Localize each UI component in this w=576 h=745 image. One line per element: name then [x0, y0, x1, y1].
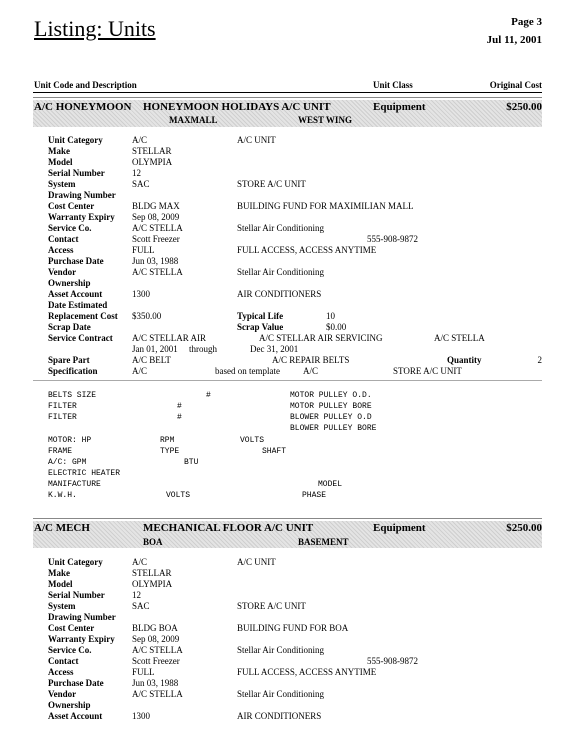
spec-manifacture: MANIFACTURE [48, 480, 101, 489]
spec-ac-gpm: A/C: GPM [48, 458, 87, 467]
value-vendor-desc: Stellar Air Conditioning [237, 689, 324, 699]
spec-shaft: SHAFT [262, 447, 287, 456]
column-header-code: Unit Code and Description [34, 80, 137, 90]
label-vendor: Vendor [48, 267, 77, 277]
value-cost-center: BLDG MAX [132, 201, 180, 211]
label-purchase-date: Purchase Date [48, 256, 104, 266]
label-serial-number: Serial Number [48, 168, 105, 178]
column-header-class: Unit Class [373, 80, 413, 90]
spec-filter: FILTER [48, 402, 77, 411]
spec-type: TYPE [160, 447, 180, 456]
label-cost-center: Cost Center [48, 201, 95, 211]
label-access: Access [48, 667, 74, 677]
unit-sublocation: WEST WING [298, 115, 352, 125]
label-date-estimated: Date Estimated [48, 300, 108, 310]
value-service-contract-co: A/C STELLA [434, 333, 485, 343]
unit-sublocation: BASEMENT [298, 537, 349, 547]
value-service-contract: A/C STELLAR AIR [132, 333, 207, 343]
spec-model: MODEL [318, 480, 343, 489]
value-serial-number: 12 [132, 590, 141, 600]
label-spare-part: Spare Part [48, 355, 90, 365]
unit-location: MAXMALL [169, 115, 218, 125]
value-asset-account-desc: AIR CONDITIONERS [237, 289, 322, 299]
value-purchase-date: Jun 03, 1988 [132, 678, 179, 688]
spec-motor-hp: MOTOR: HP [48, 436, 92, 445]
value-template-desc: STORE A/C UNIT [393, 366, 462, 376]
label-ownership: Ownership [48, 700, 91, 710]
label-model: Model [48, 157, 73, 167]
page-title: Listing: Units [34, 16, 156, 41]
value-unit-category-desc: A/C UNIT [237, 557, 276, 567]
value-service-co-desc: Stellar Air Conditioning [237, 223, 324, 233]
label-access: Access [48, 245, 74, 255]
value-unit-category: A/C [132, 557, 148, 567]
value-service-co-desc: Stellar Air Conditioning [237, 645, 324, 655]
value-system-desc: STORE A/C UNIT [237, 601, 306, 611]
value-typical-life: 10 [326, 311, 335, 321]
unit-class: Equipment [373, 522, 426, 534]
spec-filter: FILTER [48, 413, 77, 422]
value-phone: 555-908-9872 [367, 234, 418, 244]
value-contact: Scott Freezer [132, 234, 180, 244]
value-template: A/C [303, 366, 319, 376]
label-service-contract: Service Contract [48, 333, 113, 343]
value-service-co: A/C STELLA [132, 645, 183, 655]
label-serial-number: Serial Number [48, 590, 105, 600]
spec-electric-heater: ELECTRIC HEATER [48, 469, 121, 478]
spec-volts: VOLTS [240, 436, 265, 445]
spec-volts: VOLTS [166, 491, 191, 500]
label-warranty-expiry: Warranty Expiry [48, 212, 115, 222]
unit-description: HONEYMOON HOLIDAYS A/C UNIT [143, 101, 331, 113]
report-date: Jul 11, 2001 [486, 34, 542, 46]
label-vendor: Vendor [48, 689, 77, 699]
value-scrap-value: $0.00 [326, 322, 347, 332]
value-contract-end: Dec 31, 2001 [250, 344, 299, 354]
value-model: OLYMPIA [132, 579, 173, 589]
spec-blower-pulley-bore: BLOWER PULLEY BORE [290, 424, 377, 433]
label-purchase-date: Purchase Date [48, 678, 104, 688]
label-drawing-number: Drawing Number [48, 190, 116, 200]
value-specification: A/C [132, 366, 148, 376]
value-contract-start: Jan 01, 2001 [132, 344, 178, 354]
label-service-co: Service Co. [48, 223, 92, 233]
label-ownership: Ownership [48, 278, 91, 288]
value-vendor-desc: Stellar Air Conditioning [237, 267, 324, 277]
label-make: Make [48, 146, 70, 156]
unit-cost: $250.00 [506, 101, 542, 113]
label-specification: Specification [48, 366, 98, 376]
label-scrap-date: Scrap Date [48, 322, 91, 332]
label-through: through [189, 344, 217, 354]
value-system: SAC [132, 179, 150, 189]
spec-divider [33, 380, 542, 381]
value-unit-category: A/C [132, 135, 148, 145]
value-make: STELLAR [132, 146, 172, 156]
label-model: Model [48, 579, 73, 589]
value-cost-center-desc: BUILDING FUND FOR BOA [237, 623, 349, 633]
label-unit-category: Unit Category [48, 557, 103, 567]
label-drawing-number: Drawing Number [48, 612, 116, 622]
value-serial-number: 12 [132, 168, 141, 178]
label-scrap-value: Scrap Value [237, 322, 284, 332]
header-rule-thin [33, 97, 542, 98]
label-based-on-template: based on template [215, 366, 280, 376]
label-contact: Contact [48, 656, 79, 666]
value-make: STELLAR [132, 568, 172, 578]
value-cost-center: BLDG BOA [132, 623, 178, 633]
label-typical-life: Typical Life [237, 311, 284, 321]
value-access-desc: FULL ACCESS, ACCESS ANYTIME [237, 667, 377, 677]
unit-cost: $250.00 [506, 522, 542, 534]
value-asset-account-desc: AIR CONDITIONERS [237, 711, 322, 721]
spec-btu: BTU [184, 458, 199, 467]
value-spare-part: A/C BELT [132, 355, 171, 365]
page-number: Page 3 [511, 16, 542, 28]
spec-phase: PHASE [302, 491, 327, 500]
value-access: FULL [132, 667, 155, 677]
value-replacement-cost: $350.00 [132, 311, 162, 321]
unit-class: Equipment [373, 101, 426, 113]
value-system-desc: STORE A/C UNIT [237, 179, 306, 189]
spec-frame: FRAME [48, 447, 73, 456]
spec-motor-pulley-bore: MOTOR PULLEY BORE [290, 402, 372, 411]
unit-code: A/C MECH [34, 522, 90, 534]
value-unit-category-desc: A/C UNIT [237, 135, 276, 145]
label-unit-category: Unit Category [48, 135, 103, 145]
value-system: SAC [132, 601, 150, 611]
label-contact: Contact [48, 234, 79, 244]
label-make: Make [48, 568, 70, 578]
value-access-desc: FULL ACCESS, ACCESS ANYTIME [237, 245, 377, 255]
spec-hash: # [177, 413, 182, 422]
value-phone: 555-908-9872 [367, 656, 418, 666]
value-access: FULL [132, 245, 155, 255]
value-asset-account: 1300 [132, 289, 150, 299]
value-service-co: A/C STELLA [132, 223, 183, 233]
value-vendor: A/C STELLA [132, 267, 183, 277]
column-header-cost: Original Cost [489, 80, 542, 90]
value-warranty-expiry: Sep 08, 2009 [132, 634, 180, 644]
label-service-co: Service Co. [48, 645, 92, 655]
label-replacement-cost: Replacement Cost [48, 311, 118, 321]
label-system: System [48, 601, 76, 611]
value-quantity: 2 [537, 355, 542, 365]
label-cost-center: Cost Center [48, 623, 95, 633]
value-model: OLYMPIA [132, 157, 173, 167]
label-quantity: Quantity [447, 355, 482, 365]
spec-rpm: RPM [160, 436, 175, 445]
unit-description: MECHANICAL FLOOR A/C UNIT [143, 522, 314, 534]
value-service-contract-desc: A/C STELLAR AIR SERVICING [259, 333, 383, 343]
spec-blower-pulley-od: BLOWER PULLEY O.D [290, 413, 372, 422]
label-asset-account: Asset Account [48, 711, 103, 721]
spec-hash: # [206, 391, 211, 400]
unit-code: A/C HONEYMOON [34, 101, 132, 113]
spec-motor-pulley-od: MOTOR PULLEY O.D. [290, 391, 372, 400]
label-asset-account: Asset Account [48, 289, 103, 299]
value-warranty-expiry: Sep 08, 2009 [132, 212, 180, 222]
label-warranty-expiry: Warranty Expiry [48, 634, 115, 644]
spec-belts-size: BELTS SIZE [48, 391, 97, 400]
unit-divider [33, 518, 542, 519]
spec-hash: # [177, 402, 182, 411]
value-vendor: A/C STELLA [132, 689, 183, 699]
unit-location: BOA [143, 537, 163, 547]
value-cost-center-desc: BUILDING FUND FOR MAXIMILIAN MALL [237, 201, 414, 211]
value-asset-account: 1300 [132, 711, 150, 721]
spec-kwh: K.W.H. [48, 491, 77, 500]
value-contact: Scott Freezer [132, 656, 180, 666]
label-system: System [48, 179, 76, 189]
value-spare-part-desc: A/C REPAIR BELTS [272, 355, 350, 365]
value-purchase-date: Jun 03, 1988 [132, 256, 179, 266]
header-rule [33, 92, 542, 93]
